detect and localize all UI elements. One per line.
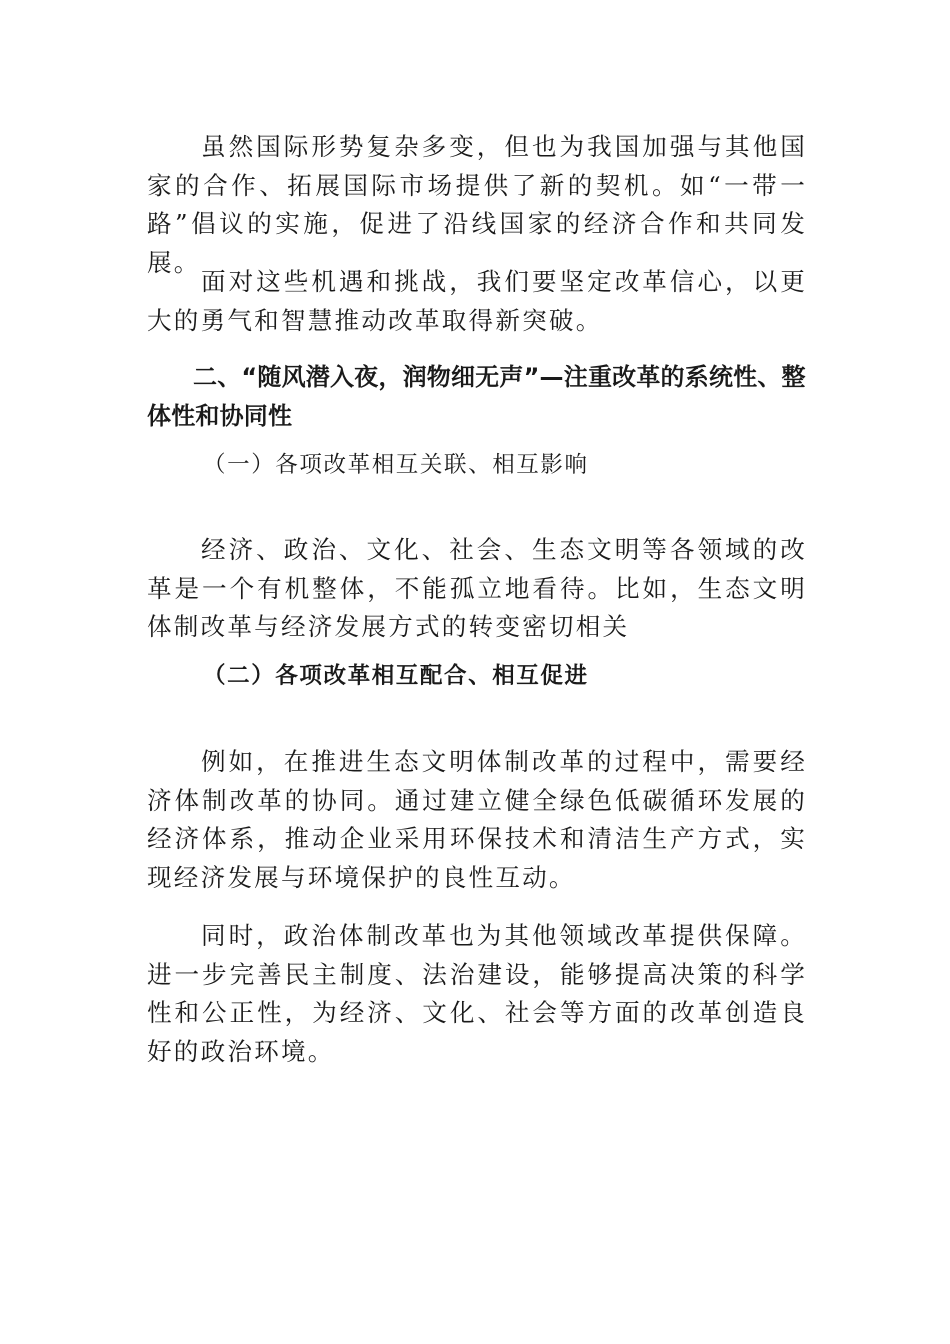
subheading-coordination: （二）各项改革相互配合、相互促进 xyxy=(203,663,589,689)
body-paragraph-example: 例如，在推进生态文明体制改革的过程中，需要经济体制改革的协同。通过建立健全绿色低碳循环发展的经济体系，推动企业采用环保技术和清洁生产方式，实现经济发展与环境保护的良性互动。 xyxy=(147,747,807,892)
body-paragraph-organic-whole: 经济、政治、文化、社会、生态文明等各领域的改革是一个有机整体，不能孤立地看待。比如，生态文明体制改革与经济发展方式的转变密切相关 xyxy=(147,535,807,641)
body-paragraph-political-reform: 同时，政治体制改革也为其他领域改革提供保障。进一步完善民主制度、法治建设，能够提高决策的科学性和公正性，为经济、文化、社会等方面的改革创造良好的政治环境。 xyxy=(147,921,807,1066)
body-paragraph-confidence: 面对这些机遇和挑战，我们要坚定改革信心，以更大的勇气和智慧推动改革取得新突破。 xyxy=(147,267,807,335)
subheading-interrelated: （一）各项改革相互关联、相互影响 xyxy=(203,452,589,478)
body-paragraph-opportunity: 虽然国际形势复杂多变，但也为我国加强与其他国家的合作、拓展国际市场提供了新的契机。如“一带一路”倡议的实施，促进了沿线国家的经济合作和共同发展。 xyxy=(147,132,807,277)
section-heading: 二、“随风潜入夜，润物细无声”—注重改革的系统性、整体性和协同性 xyxy=(147,363,806,430)
